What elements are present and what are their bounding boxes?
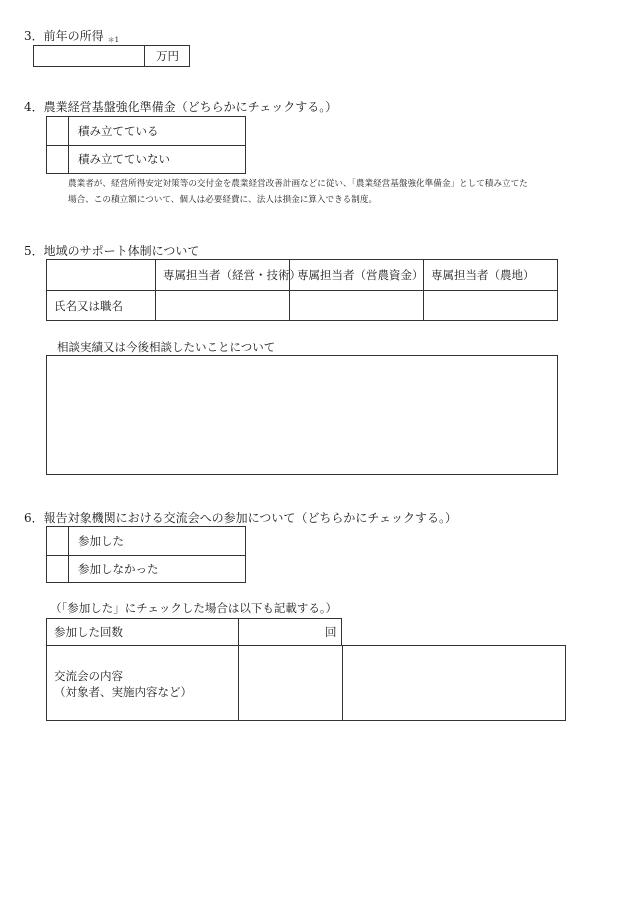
support-col-header-2: 専属担当者（営農資金） bbox=[297, 268, 424, 282]
support-col-header-3: 専属担当者（農地） bbox=[431, 268, 535, 282]
support-row-label: 氏名又は職名 bbox=[54, 299, 123, 313]
reserve-option-1-checkbox[interactable] bbox=[47, 117, 69, 145]
exchange-content-label-line2: （対象者、実施内容など） bbox=[54, 685, 192, 699]
exchange-content-input-1[interactable] bbox=[239, 646, 342, 720]
support-col-header-1: 専属担当者（経営・技術） bbox=[163, 268, 301, 282]
exchange-count-unit: 回 bbox=[325, 625, 337, 639]
exchange-options-table bbox=[46, 526, 246, 583]
support-input-funding[interactable] bbox=[290, 291, 423, 320]
section6-heading: 6．報告対象機関における交流会への参加について（どちらかにチェックする。） bbox=[24, 511, 458, 525]
reserve-options-table bbox=[46, 116, 246, 174]
footnote-mark: ＊1 bbox=[107, 36, 120, 44]
exchange-content-input-2[interactable] bbox=[343, 646, 565, 720]
exchange-option-2-label: 参加しなかった bbox=[78, 562, 159, 576]
reserve-option-2-checkbox[interactable] bbox=[47, 146, 69, 173]
exchange-option-2-checkbox[interactable] bbox=[47, 556, 69, 582]
section3-heading-text: 3．前年の所得 bbox=[24, 29, 104, 43]
exchange-option-1-checkbox[interactable] bbox=[47, 527, 69, 555]
support-input-farmland[interactable] bbox=[424, 291, 557, 320]
section4-heading: 4．農業経営基盤強化準備金（どちらかにチェックする。） bbox=[24, 100, 338, 114]
reserve-note-line2: 場合、この積立額について、個人は必要経費に、法人は損金に算入できる制度。 bbox=[68, 195, 378, 205]
support-input-management[interactable] bbox=[156, 291, 289, 320]
exchange-content-row bbox=[46, 645, 566, 721]
income-unit: 万円 bbox=[156, 49, 179, 63]
exchange-option-1-label: 参加した bbox=[78, 534, 124, 548]
section3-heading bbox=[24, 30, 119, 42]
income-divider bbox=[144, 46, 145, 66]
reserve-option-2-label: 積み立てていない bbox=[78, 152, 170, 166]
income-input[interactable] bbox=[34, 46, 144, 66]
consult-textarea[interactable] bbox=[46, 355, 558, 475]
section5-heading: 5．地域のサポート体制について bbox=[24, 244, 200, 258]
reserve-row-divider bbox=[47, 145, 245, 146]
exchange-row-divider bbox=[47, 555, 245, 556]
consult-label: 相談実績又は今後相談したいことについて bbox=[57, 340, 276, 354]
exchange-content-label-line1: 交流会の内容 bbox=[54, 669, 123, 683]
exchange-subnote: （「参加した」にチェックした場合は以下も記載する。） bbox=[50, 601, 338, 615]
reserve-note-line1: 農業者が、経営所得安定対策等の交付金を農業経営改善計画などに従い、「農業経営基盤強化準備金」として積み立てた bbox=[68, 179, 528, 189]
exchange-count-row bbox=[46, 618, 342, 646]
reserve-option-1-label: 積み立てている bbox=[78, 124, 159, 138]
exchange-count-label: 参加した回数 bbox=[54, 625, 123, 639]
exchange-count-input[interactable] bbox=[239, 619, 329, 645]
support-table bbox=[46, 259, 558, 321]
income-box bbox=[33, 45, 190, 67]
